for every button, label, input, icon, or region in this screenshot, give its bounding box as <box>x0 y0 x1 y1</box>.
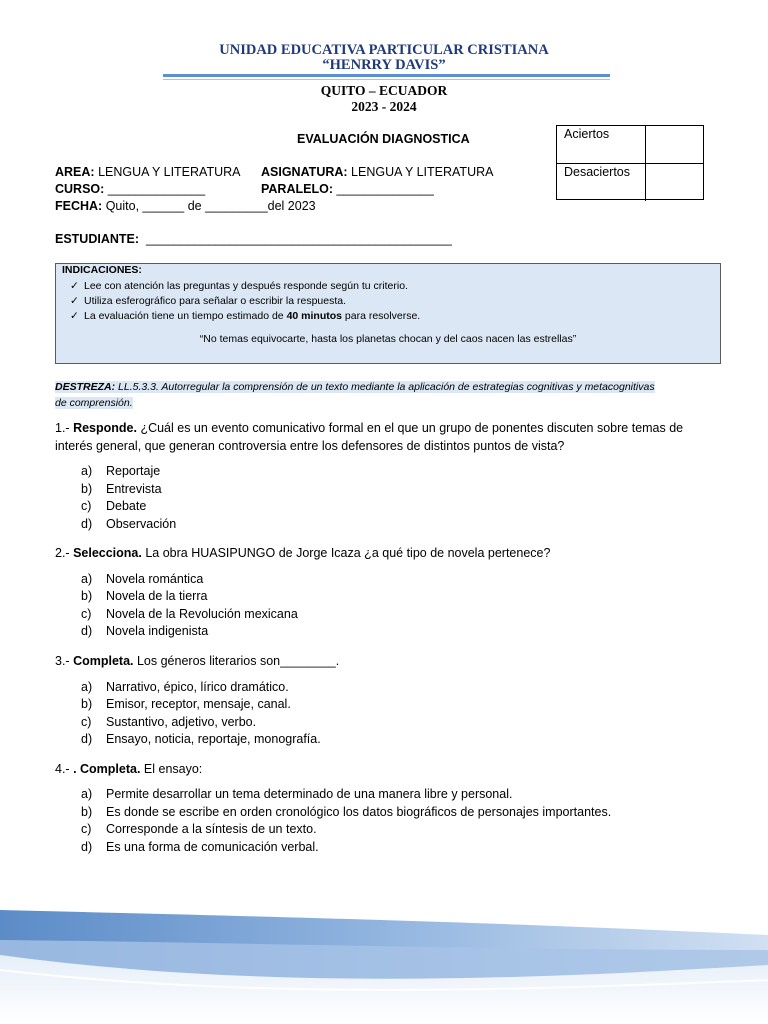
asignatura-field <box>261 165 493 179</box>
score-row-correct <box>557 126 703 163</box>
option-4b[interactable] <box>81 805 611 819</box>
option-4a[interactable] <box>81 787 512 801</box>
correct-label: Aciertos <box>564 127 610 141</box>
destreza-block <box>55 379 735 411</box>
option-1c[interactable] <box>81 499 146 513</box>
question-number: 2.- <box>55 546 70 560</box>
question-2 <box>55 544 715 562</box>
option-3a[interactable] <box>81 680 289 694</box>
question-verb: Selecciona. <box>69 546 142 560</box>
fecha-label: FECHA: <box>55 199 103 213</box>
estudiante-label: ESTUDIANTE: <box>55 232 140 246</box>
area-value: LENGUA Y LITERATURA <box>94 165 241 179</box>
instruction-text: Utiliza esferográfico para señalar o escribir la respuesta. <box>84 295 347 307</box>
score-table <box>556 125 704 200</box>
option-letter: c) <box>81 822 92 836</box>
destreza-line1 <box>55 381 655 393</box>
motivational-quote: “No temas equivocarte, hasta los planetas chocan y del caos nacen las estrellas” <box>199 333 577 345</box>
option-text: Debate <box>106 499 147 513</box>
option-letter: d) <box>81 517 93 531</box>
instruction-text: La evaluación tiene un tiempo estimado de <box>84 310 287 322</box>
paralelo-blank[interactable]: ______________ <box>333 182 434 196</box>
correct-cell[interactable] <box>645 126 705 163</box>
estudiante-field <box>55 232 452 246</box>
destreza-line2: de comprensión. <box>55 397 133 409</box>
option-letter: a) <box>81 464 93 478</box>
city-line: QUITO – ECUADOR <box>320 83 448 98</box>
question-3 <box>55 652 715 670</box>
option-text: Reportaje <box>106 464 161 478</box>
option-text: Emisor, receptor, mensaje, canal. <box>106 697 291 711</box>
option-text: Corresponde a la síntesis de un texto. <box>106 822 317 836</box>
curso-field <box>55 182 205 196</box>
instructions-title: INDICACIONES: <box>62 264 142 276</box>
option-1d[interactable] <box>81 517 176 531</box>
option-1a[interactable] <box>81 464 160 478</box>
option-letter: c) <box>81 499 92 513</box>
question-1 <box>55 419 715 455</box>
option-text: Novela indigenista <box>106 624 209 638</box>
paralelo-label: PARALELO: <box>261 182 333 196</box>
incorrect-cell[interactable] <box>645 164 705 201</box>
option-text: Novela romántica <box>106 572 204 586</box>
instruction-text-end: para resolverse. <box>342 310 421 322</box>
option-letter: d) <box>81 840 93 854</box>
check-icon: ✓ <box>70 310 79 322</box>
fecha-field <box>55 199 316 213</box>
question-text: Los géneros literarios son________. <box>133 654 340 668</box>
option-2b[interactable] <box>81 589 207 603</box>
incorrect-label: Desaciertos <box>564 165 630 179</box>
option-letter: b) <box>81 697 93 711</box>
area-field <box>55 165 240 179</box>
school-year: 2023 - 2024 <box>351 99 417 114</box>
instruction-item <box>70 310 420 322</box>
option-2c[interactable] <box>81 607 298 621</box>
instruction-time: 40 minutos <box>286 310 342 322</box>
question-verb: . Completa. <box>69 762 141 776</box>
option-2d[interactable] <box>81 624 208 638</box>
curso-blank[interactable]: ______________ <box>104 182 206 196</box>
asignatura-value: LENGUA Y LITERATURA <box>347 165 494 179</box>
option-3d[interactable] <box>81 732 321 746</box>
option-text: Novela de la tierra <box>106 589 208 603</box>
asignatura-label: ASIGNATURA: <box>261 165 348 179</box>
school-name: UNIDAD EDUCATIVA PARTICULAR CRISTIANA <box>219 42 549 58</box>
option-1b[interactable] <box>81 482 162 496</box>
option-4c[interactable] <box>81 822 317 836</box>
option-letter: c) <box>81 607 92 621</box>
question-text-cont: interés general, que generan controversia entre los defensores de distintos puntos de vista? <box>55 439 565 453</box>
option-letter: d) <box>81 624 93 638</box>
option-text: Permite desarrollar un tema determinado de una manera libre y personal. <box>106 787 513 801</box>
paralelo-field <box>261 182 434 196</box>
option-letter: a) <box>81 787 93 801</box>
check-icon: ✓ <box>70 280 79 292</box>
header-divider-thin <box>163 79 610 80</box>
option-letter: a) <box>81 680 93 694</box>
question-verb: Completa. <box>69 654 134 668</box>
option-letter: b) <box>81 805 93 819</box>
option-letter: a) <box>81 572 93 586</box>
option-letter: d) <box>81 732 93 746</box>
question-verb: Responde. <box>69 421 137 435</box>
area-label: AREA: <box>55 165 95 179</box>
score-row-incorrect <box>557 163 703 201</box>
option-2a[interactable] <box>81 572 203 586</box>
option-text: Ensayo, noticia, reportaje, monografía. <box>106 732 321 746</box>
school-subname: “HENRRY DAVIS” <box>322 57 446 73</box>
option-text: Novela de la Revolución mexicana <box>106 607 298 621</box>
option-letter: b) <box>81 482 93 496</box>
question-4 <box>55 760 715 778</box>
page-title: EVALUACIÓN DIAGNOSTICA <box>297 132 470 146</box>
header-divider <box>163 74 610 77</box>
estudiante-blank[interactable]: ____________________________________________ <box>139 232 452 246</box>
footer-wave-decoration <box>0 880 768 1024</box>
option-letter: b) <box>81 589 93 603</box>
option-3c[interactable] <box>81 715 256 729</box>
question-text: El ensayo: <box>140 762 203 776</box>
destreza-text: LL.5.3.3. Autorregular la comprensión de un texto mediante la aplicación de estrategias cognitivas y metacognitivas <box>115 381 655 393</box>
option-text: Narrativo, épico, lírico dramático. <box>106 680 289 694</box>
destreza-label: DESTREZA: <box>55 381 116 393</box>
option-4d[interactable] <box>81 840 319 854</box>
option-text: Observación <box>106 517 177 531</box>
option-letter: c) <box>81 715 92 729</box>
question-number: 4.- <box>55 762 70 776</box>
question-text: La obra HUASIPUNGO de Jorge Icaza ¿a qué tipo de novela pertenece? <box>141 546 551 560</box>
option-text: Sustantivo, adjetivo, verbo. <box>106 715 257 729</box>
fecha-blank[interactable]: Quito, ______ de _________del 2023 <box>102 199 316 213</box>
instruction-item <box>70 295 346 307</box>
question-number: 3.- <box>55 654 70 668</box>
question-number: 1.- <box>55 421 70 435</box>
instruction-item <box>70 280 408 292</box>
option-text: Es una forma de comunicación verbal. <box>106 840 319 854</box>
option-text: Es donde se escribe en orden cronológico los datos biográficos de personajes importantes. <box>106 805 612 819</box>
instruction-text: Lee con atención las preguntas y después responde según tu criterio. <box>84 280 408 292</box>
option-text: Entrevista <box>106 482 162 496</box>
check-icon: ✓ <box>70 295 79 307</box>
question-text: ¿Cuál es un evento comunicativo formal en el que un grupo de ponentes discuten sobre temas de <box>136 421 684 435</box>
option-3b[interactable] <box>81 697 291 711</box>
curso-label: CURSO: <box>55 182 105 196</box>
